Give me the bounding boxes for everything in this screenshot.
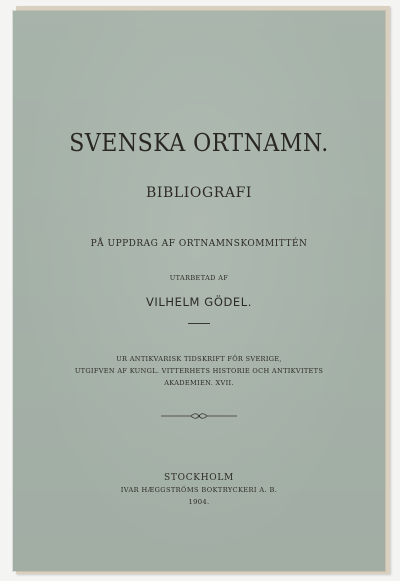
imprint-printer: IVAR HÆGGSTRÖMS BOKTRYCKERI A. B.	[120, 486, 278, 494]
book-cover	[13, 11, 385, 571]
author-name: VILHELM GÖDEL.	[145, 295, 253, 309]
imprint-year: 1904.	[188, 498, 210, 506]
series-line-1: UR ANTIKVARISK TIDSKRIFT FÖR SVERIGE,	[116, 355, 282, 363]
commission-line: PÅ UPPDRAG AF ORTNAMNSKOMMITTÉN	[90, 239, 308, 249]
divider-rule	[188, 323, 210, 324]
edited-by-label: UTARBETAD AF	[169, 274, 229, 282]
cover-title: SVENSKA ORTNAMN.	[69, 129, 329, 157]
series-line-3: AKADEMIEN. XVII.	[164, 379, 234, 387]
imprint-place: STOCKHOLM	[164, 473, 234, 483]
ornament-divider-icon	[161, 412, 237, 420]
cover-subtitle: BIBLIOGRAFI	[145, 185, 253, 201]
series-line-2: UTGIFVEN AF KUNGL. VITTERHETS HISTORIE OCH ANTIKVITETS	[74, 367, 324, 375]
